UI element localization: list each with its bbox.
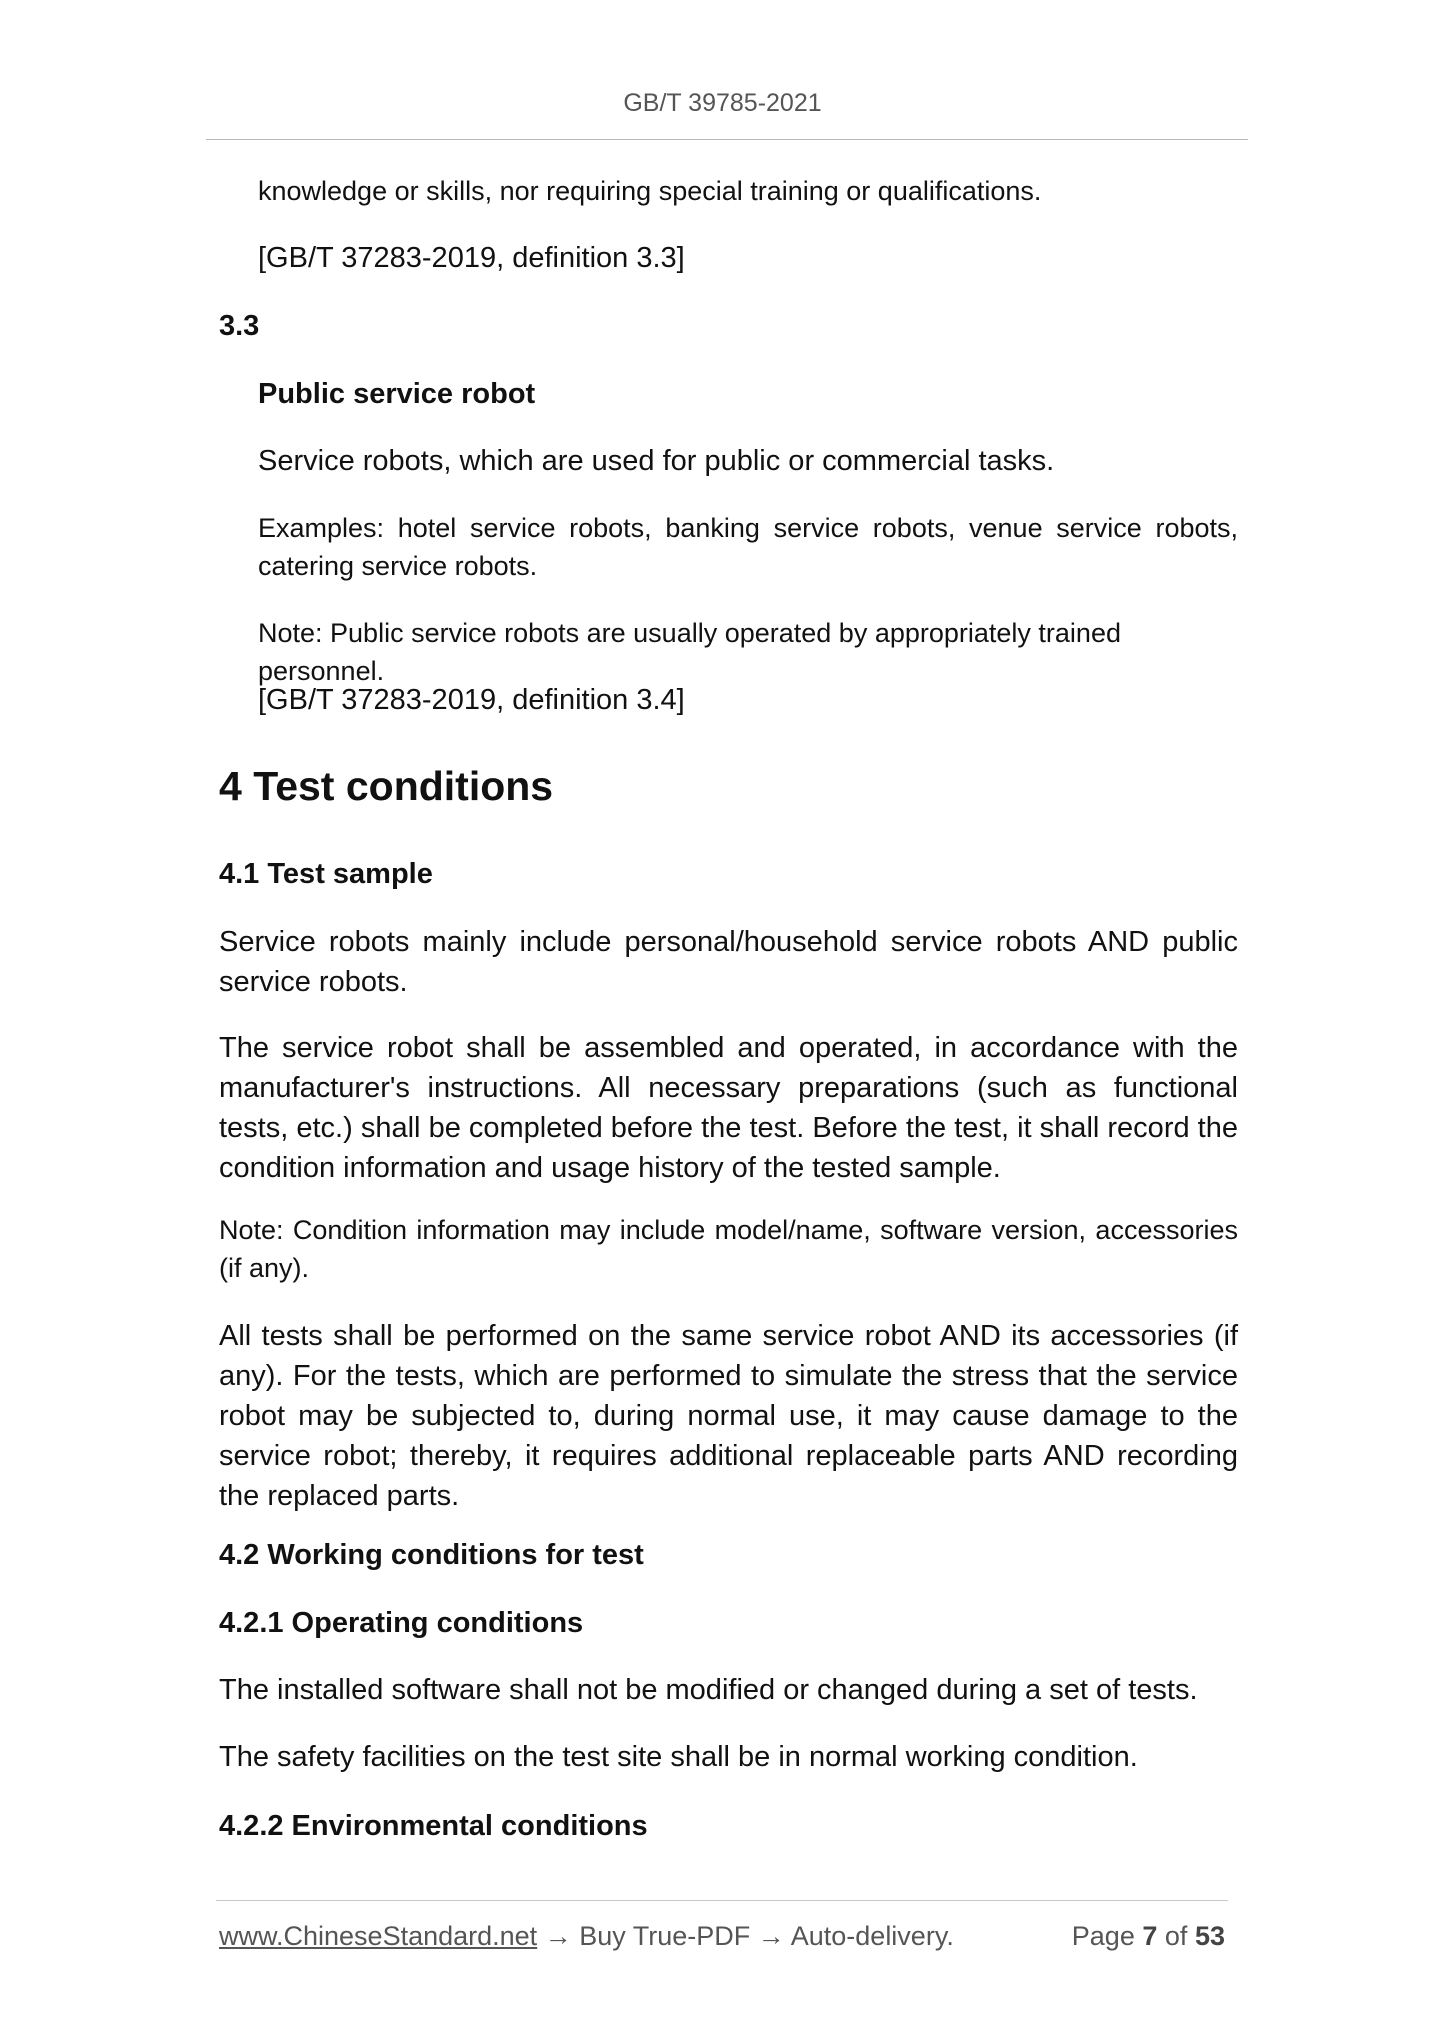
reference-3-3: [GB/T 37283-2019, definition 3.3] xyxy=(258,242,685,274)
paragraph-4-1-a: Service robots mainly include personal/household service robots AND public service robots. xyxy=(219,926,1238,998)
page-number: 7 xyxy=(1142,1921,1158,1951)
note-3-3: Note: Public service robots are usually operated by appropriately trained personnel. xyxy=(258,618,1121,686)
clause-number-3-3: 3.3 xyxy=(219,310,260,342)
paragraph-4-2-1-a: The installed software shall not be modified or changed during a set of tests. xyxy=(219,1674,1198,1706)
paragraph-4-1-c: All tests shall be performed on the same service robot AND its accessories (if any). For the tests, which are performed to simulate the stress that the service robot may be subjected to, during normal use, it may cause damage to the service robot; thereby, it requires additional replaceable parts AND recording the replaced parts. xyxy=(219,1320,1238,1512)
page-label: Page xyxy=(1071,1921,1135,1951)
continued-paragraph: knowledge or skills, nor requiring special training or qualifications. xyxy=(258,176,1042,206)
heading-4-1: 4.1 Test sample xyxy=(219,858,433,890)
footer-tagline: → Buy True-PDF → Auto-delivery. xyxy=(537,1921,954,1951)
page-footer xyxy=(219,1921,1225,1952)
of-label: of xyxy=(1164,1921,1188,1951)
paragraph-4-1-b: The service robot shall be assembled and operated, in accordance with the manufacturer's instructions. All necessary preparations (such as functional tests, etc.) shall be completed before the test. Before the test, it shall record the condition information and usage history of the tested sample. xyxy=(219,1032,1238,1184)
heading-4-2-2: 4.2.2 Environmental conditions xyxy=(219,1810,648,1842)
reference-3-4: [GB/T 37283-2019, definition 3.4] xyxy=(258,684,685,716)
term-public-service-robot: Public service robot xyxy=(258,378,536,410)
page-total: 53 xyxy=(1194,1921,1225,1951)
heading-4-2: 4.2 Working conditions for test xyxy=(219,1539,644,1571)
document-id-header: GB/T 39785-2021 xyxy=(623,89,822,117)
website-link[interactable]: www.ChineseStandard.net xyxy=(219,1921,538,1951)
heading-4-2-1: 4.2.1 Operating conditions xyxy=(219,1607,584,1639)
definition-3-3: Service robots, which are used for public or commercial tasks. xyxy=(258,445,1055,477)
page-indicator xyxy=(1072,1921,1225,1952)
header-divider xyxy=(206,139,1248,140)
paragraph-4-2-1-b: The safety facilities on the test site shall be in normal working condition. xyxy=(219,1741,1138,1773)
examples-3-3: Examples: hotel service robots, banking service robots, venue service robots, catering service robots. xyxy=(258,513,1238,581)
note-4-1: Note: Condition information may include model/name, software version, accessories (if any). xyxy=(219,1215,1238,1283)
footer-divider xyxy=(216,1900,1228,1901)
section-heading-4: 4 Test conditions xyxy=(219,763,554,809)
